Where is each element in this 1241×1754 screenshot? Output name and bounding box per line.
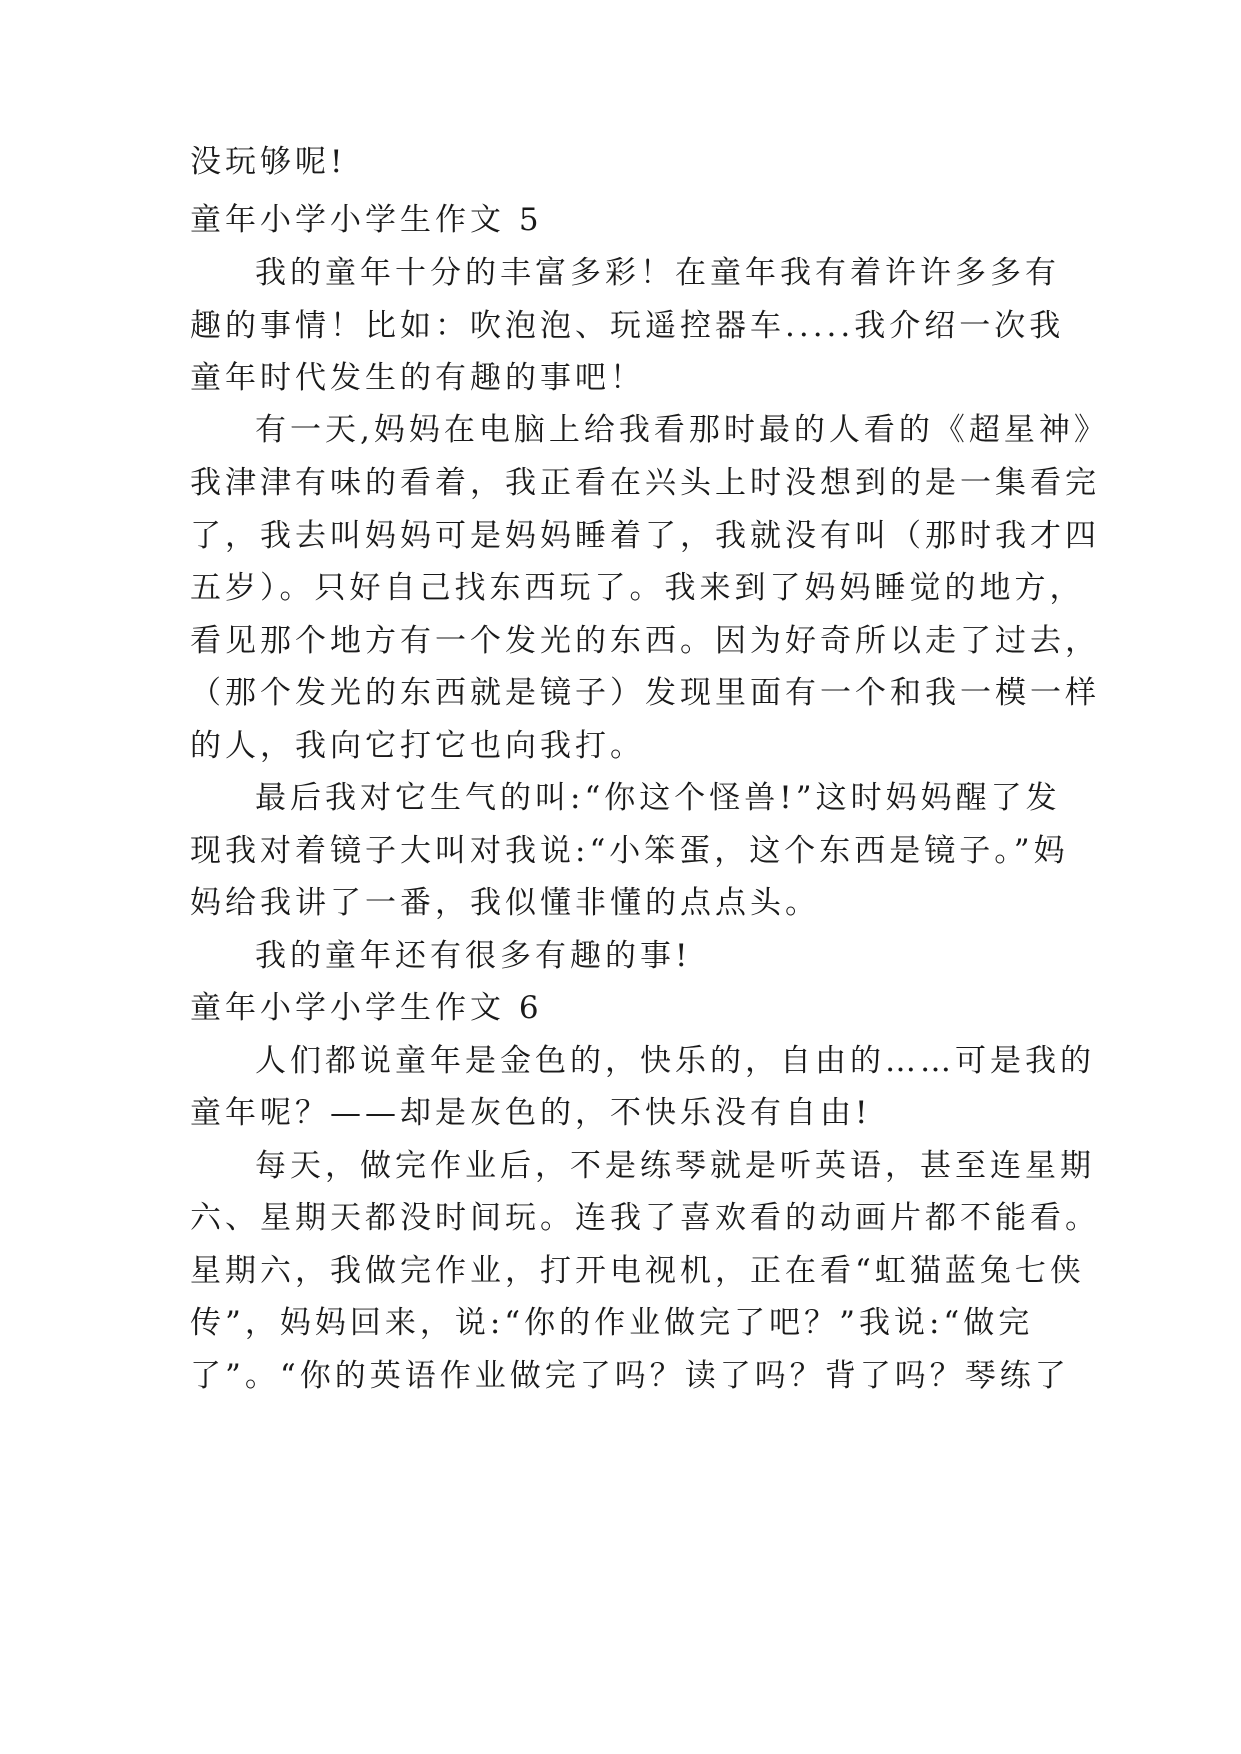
text-line: 星期六，我做完作业，打开电视机，正在看“虹猫蓝兔七侠 [190,1253,1085,1289]
text-line: 没玩够呢! [190,144,347,180]
text-line: 童年呢？——却是灰色的，不快乐没有自由! [190,1095,872,1131]
text-line: 了”。“你的英语作业做完了吗？读了吗？背了吗？琴练了 [190,1358,1070,1394]
text-line: 趣的事情！比如：吹泡泡、玩遥控器车.....我介绍一次我 [190,308,1065,344]
text-line: 最后我对它生气的叫:“你这个怪兽!”这时妈妈醒了发 [255,780,1061,816]
text-line: 的人，我向它打它也向我打。 [190,728,645,764]
text-line: 我津津有味的看着，我正看在兴头上时没想到的是一集看完 [190,465,1100,501]
text-line: 童年时代发生的有趣的事吧！ [190,360,645,396]
text-line: （那个发光的东西就是镜子）发现里面有一个和我一模一样 [190,675,1100,711]
section-heading: 童年小学小学生作文 5 [190,202,543,238]
text-line: 看见那个地方有一个发光的东西。因为好奇所以走了过去， [190,623,1100,659]
text-line: 我的童年还有很多有趣的事! [255,938,692,974]
text-line: 人们都说童年是金色的，快乐的，自由的……可是我的 [255,1043,1095,1079]
text-line: 妈给我讲了一番，我似懂非懂的点点头。 [190,885,820,921]
text-line: 六、星期天都没时间玩。连我了喜欢看的动画片都不能看。 [190,1200,1100,1236]
text-line: 有一天,妈妈在电脑上给我看那时最的人看的《超星神》 [255,412,1109,448]
text-line: 每天，做完作业后，不是练琴就是听英语，甚至连星期 [255,1148,1095,1184]
section-heading: 童年小学小学生作文 6 [190,990,543,1026]
text-line: 我的童年十分的丰富多彩！在童年我有着许许多多有 [255,255,1060,291]
text-line: 五岁）。只好自己找东西玩了。我来到了妈妈睡觉的地方， [190,570,1085,606]
text-line: 了，我去叫妈妈可是妈妈睡着了，我就没有叫（那时我才四 [190,518,1100,554]
text-line: 现我对着镜子大叫对我说:“小笨蛋，这个东西是镜子。”妈 [190,833,1069,869]
text-line: 传”，妈妈回来，说:“你的作业做完了吧？”我说:“做完 [190,1305,1034,1341]
